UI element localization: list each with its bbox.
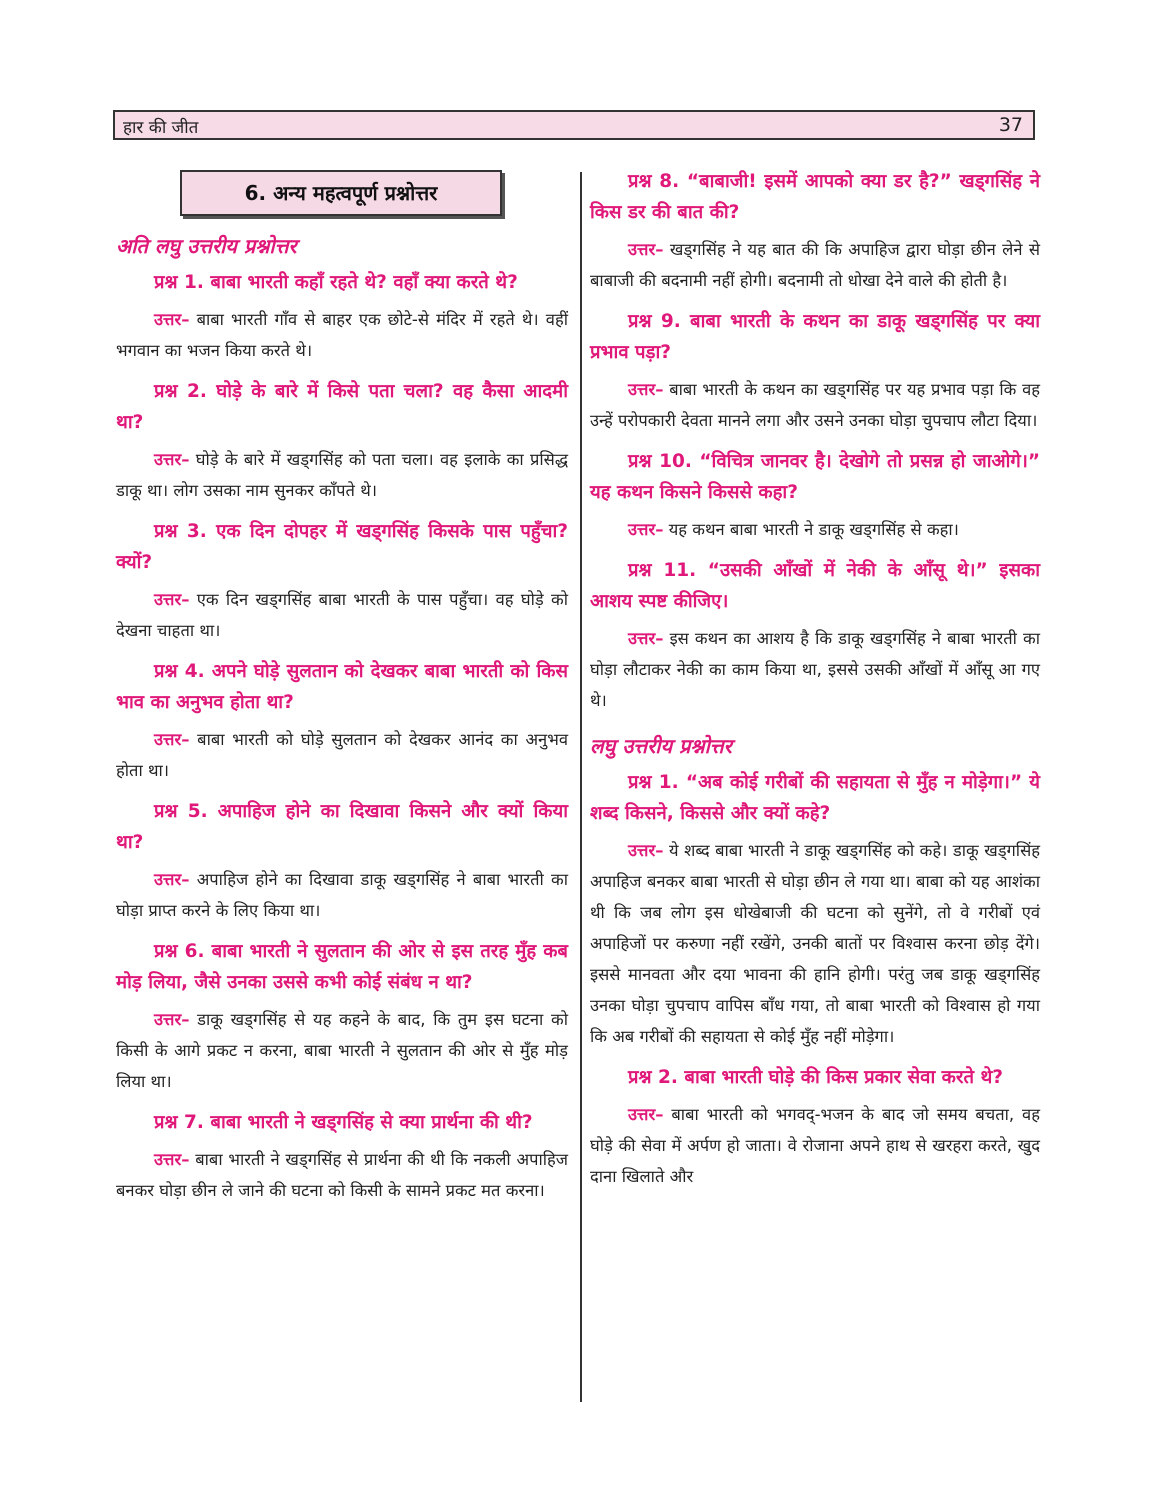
- page-number: 37: [998, 114, 1023, 136]
- answer: [116, 724, 568, 786]
- answer-label: उत्तर–: [154, 870, 190, 889]
- answer-label: उत्तर–: [154, 450, 190, 469]
- answer-text: बाबा भारती को घोड़े सुलतान को देखकर आनंद का अनुभव होता था।: [116, 730, 568, 780]
- right-column: [590, 166, 1040, 1202]
- qa-item: [590, 166, 1040, 296]
- answer-label: उत्तर–: [628, 240, 664, 259]
- answer-text: ये शब्द बाबा भारती ने डाकू खड्गसिंह को कहे। डाकू खड्गसिंह अपाहिज बनकर बाबा भारती से घोड़ा छीन ले गया था। बाबा को यह आशंका थी कि जब लोग इस धोखेबाजी की घटना को सुनेंगे, तो वे गरीबों एवं अपाहिजों पर करुणा नहीं रखेंगे, उनकी बातों पर विश्वास करना छोड़ देंगे। इससे मानवता और दया भावना की हानि होगी। परंतु जब डाकू खड्गसिंह उनका घोड़ा चुपचाप वापिस बाँध गया, तो बाबा भारती को विश्वास हो गया कि अब गरीबों की सहायता से कोई मुँह नहीं मोड़ेगा।: [590, 841, 1040, 1046]
- question: प्रश्न 6. बाबा भारती ने सुलतान की ओर से इस तरह मुँह कब मोड़ लिया, जैसे उनका उससे कभी कोई संबंध न था?: [116, 941, 568, 993]
- answer: [116, 1144, 568, 1206]
- qa-item: [590, 767, 1040, 1052]
- answer: [590, 623, 1040, 716]
- qa-item: [116, 267, 568, 366]
- answer-label: उत्तर–: [154, 590, 190, 609]
- qa-item: [590, 446, 1040, 545]
- answer-label: उत्तर–: [628, 1105, 664, 1124]
- question: प्रश्न 5. अपाहिज होने का दिखावा किसने और क्यों किया था?: [116, 801, 568, 853]
- question: प्रश्न 1. “अब कोई गरीबों की सहायता से मुँह न मोड़ेगा।” ये शब्द किसने, किससे और क्यों कहे?: [590, 772, 1040, 824]
- answer-text: बाबा भारती ने खड्गसिंह से प्रार्थना की थी कि नकली अपाहिज बनकर घोड़ा छीन ले जाने की घटना को किसी के सामने प्रकट मत करना।: [116, 1150, 568, 1200]
- answer: [116, 304, 568, 366]
- answer-label: उत्तर–: [154, 730, 190, 749]
- answer: [590, 374, 1040, 436]
- answer: [590, 835, 1040, 1052]
- answer: [590, 1099, 1040, 1192]
- answer-text: घोड़े के बारे में खड्गसिंह को पता चला। वह इलाके का प्रसिद्ध डाकू था। लोग उसका नाम सुनकर काँपते थे।: [116, 450, 569, 500]
- answer-text: डाकू खड्गसिंह से यह कहने के बाद, कि तुम इस घटना को किसी के आगे प्रकट न करना, बाबा भारती ने सुलतान की ओर से मुँह मोड़ लिया था।: [116, 1010, 568, 1091]
- question: प्रश्न 11. “उसकी आँखों में नेकी के आँसू थे।” इसका आशय स्पष्ट कीजिए।: [590, 560, 1040, 612]
- question: प्रश्न 1. बाबा भारती कहाँ रहते थे? वहाँ क्या करते थे?: [154, 272, 518, 293]
- qa-item: [116, 656, 568, 786]
- answer-label: उत्तर–: [628, 629, 664, 648]
- answer-text: खड्गसिंह ने यह बात की कि अपाहिज द्वारा घोड़ा छीन लेने से बाबाजी की बदनामी नहीं होगी। बदनामी तो धोखा देने वाले की होती है।: [590, 240, 1040, 290]
- answer-label: उत्तर–: [628, 380, 664, 399]
- answer: [590, 234, 1040, 296]
- left-column: [116, 166, 568, 1216]
- question: प्रश्न 4. अपने घोड़े सुलतान को देखकर बाबा भारती को किस भाव का अनुभव होता था?: [116, 661, 568, 713]
- category-heading: लघु उत्तरीय प्रश्नोत्तर: [590, 734, 732, 758]
- qa-item: [116, 516, 568, 646]
- answer-text: बाबा भारती को भगवद्-भजन के बाद जो समय बचता, वह घोड़े की सेवा में अर्पण हो जाता। वे रोजाना अपने हाथ से खरहरा करते, खुद दाना खिलाते और: [590, 1105, 1040, 1186]
- qa-item: [590, 555, 1040, 716]
- answer: [590, 514, 1040, 545]
- answer-label: उत्तर–: [628, 841, 664, 860]
- section-title: 6. अन्य महत्वपूर्ण प्रश्नोत्तर: [180, 170, 502, 216]
- qa-item: [116, 936, 568, 1097]
- answer: [116, 1004, 568, 1097]
- qa-item: [590, 1062, 1040, 1192]
- category-heading: अति लघु उत्तरीय प्रश्नोत्तर: [116, 234, 297, 258]
- answer-text: यह कथन बाबा भारती ने डाकू खड्गसिंह से कहा।: [668, 520, 959, 539]
- question: प्रश्न 2. घोड़े के बारे में किसे पता चला? वह कैसा आदमी था?: [116, 381, 568, 433]
- qa-item: [116, 796, 568, 926]
- qa-item: [116, 376, 568, 506]
- running-header: [113, 110, 1035, 140]
- question: प्रश्न 2. बाबा भारती घोड़े की किस प्रकार सेवा करते थे?: [628, 1067, 1004, 1088]
- question: प्रश्न 7. बाबा भारती ने खड्गसिंह से क्या प्रार्थना की थी?: [154, 1112, 533, 1133]
- question: प्रश्न 10. “विचित्र जानवर है। देखोगे तो प्रसन्न हो जाओगे।” यह कथन किसने किससे कहा?: [590, 451, 1040, 503]
- answer: [116, 584, 568, 646]
- answer: [116, 444, 568, 506]
- answer-label: उत्तर–: [154, 310, 190, 329]
- question: प्रश्न 8. “बाबाजी! इसमें आपको क्या डर है?” खड्गसिंह ने किस डर की बात की?: [590, 171, 1040, 223]
- answer-label: उत्तर–: [628, 520, 664, 539]
- answer-label: उत्तर–: [154, 1010, 190, 1029]
- column-divider: [580, 172, 582, 1402]
- question: प्रश्न 3. एक दिन दोपहर में खड्गसिंह किसके पास पहुँचा? क्यों?: [116, 521, 568, 573]
- answer-text: इस कथन का आशय है कि डाकू खड्गसिंह ने बाबा भारती का घोड़ा लौटाकर नेकी का काम किया था, इससे उसकी आँखों में आँसू आ गए थे।: [590, 629, 1040, 710]
- chapter-title: हार की जीत: [123, 118, 199, 138]
- answer-text: बाबा भारती गाँव से बाहर एक छोटे-से मंदिर में रहते थे। वहीं भगवान का भजन किया करते थे।: [116, 310, 568, 360]
- question: प्रश्न 9. बाबा भारती के कथन का डाकू खड्गसिंह पर क्या प्रभाव पड़ा?: [590, 311, 1040, 363]
- qa-item: [116, 1107, 568, 1206]
- answer: [116, 864, 568, 926]
- answer-text: एक दिन खड्गसिंह बाबा भारती के पास पहुँचा। वह घोड़े को देखना चाहता था।: [116, 590, 568, 640]
- qa-item: [590, 306, 1040, 436]
- answer-text: बाबा भारती के कथन का खड्गसिंह पर यह प्रभाव पड़ा कि वह उन्हें परोपकारी देवता मानने लगा और उसने उनका घोड़ा चुपचाप लौटा दिया।: [590, 380, 1041, 430]
- answer-label: उत्तर–: [154, 1150, 190, 1169]
- answer-text: अपाहिज होने का दिखावा डाकू खड्गसिंह ने बाबा भारती का घोड़ा प्राप्त करने के लिए किया था।: [116, 870, 568, 920]
